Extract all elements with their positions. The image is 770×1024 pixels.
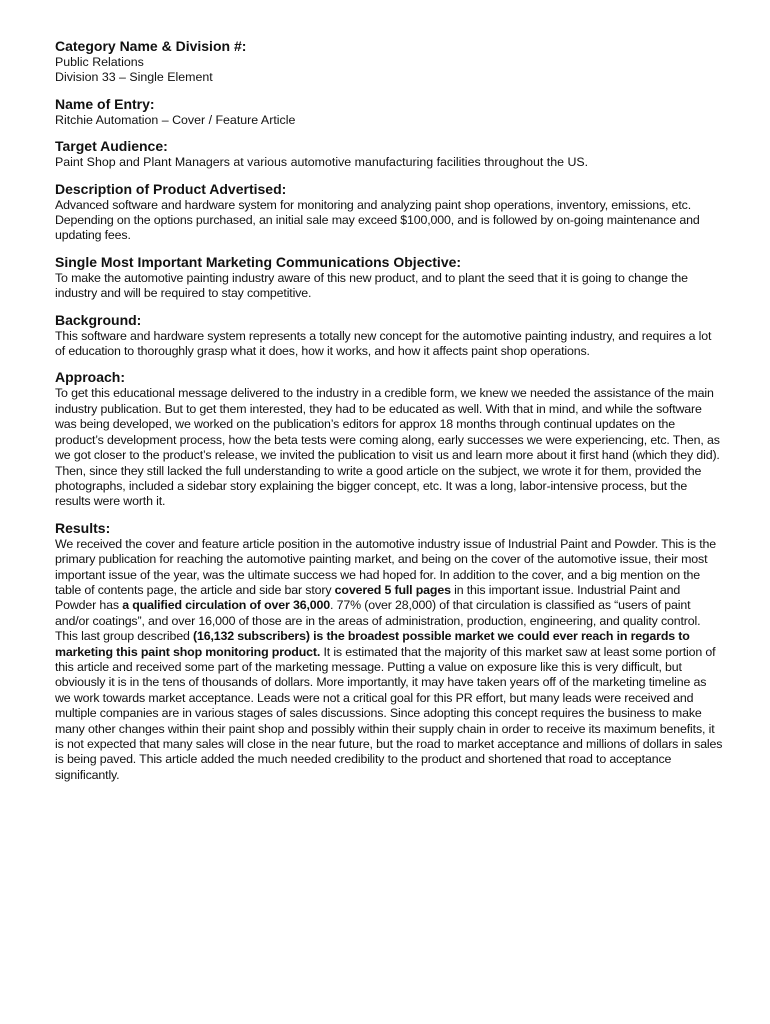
- results-bold-pages: covered 5 full pages: [334, 582, 451, 597]
- results-bold-circulation: a qualified circulation of over 36,000: [122, 598, 331, 613]
- approach-section: [55, 369, 723, 509]
- entry-text: Ritchie Automation – Cover / Feature Article: [55, 112, 296, 127]
- audience-text: Paint Shop and Plant Managers at various automotive manufacturing facilities throughout the US.: [55, 155, 589, 170]
- document-page: [55, 38, 723, 793]
- results-text-part-2: in this important issue. Industrial Paint and Powder has: [55, 582, 681, 613]
- product-section: [55, 181, 723, 244]
- entry-heading: Name of Entry:: [55, 95, 155, 112]
- entry-section: [55, 96, 723, 128]
- approach-heading: Approach:: [55, 369, 125, 386]
- results-text: [55, 537, 723, 784]
- results-text-part-1: We received the cover and feature article position in the automotive industry issue of Industrial Paint and Powder. This is the primary publication for reaching the automotive painting market, and being on the cover of the automotive issue, their most important issue of the year, was the ultimate success we had hoped for. In addition to the cover, and a big mention on the table of contents page, the article and side bar story: [55, 536, 716, 597]
- audience-heading: Target Audience:: [55, 138, 168, 155]
- objective-text: To make the automotive painting industry aware of this new product, and to plant the seed that it is going to change the industry and will be required to stay competitive.: [55, 270, 688, 301]
- category-line-1: Public Relations: [55, 55, 144, 69]
- results-bold-subscribers: (16,132 subscribers) is the broadest possible market we could ever reach in regards to marketing this paint shop monitoring product.: [55, 629, 690, 659]
- results-heading: Results:: [55, 519, 111, 536]
- category-line-2: Division 33 – Single Element: [55, 70, 213, 85]
- background-section: [55, 312, 723, 360]
- category-heading: Category Name & Division #:: [55, 38, 247, 54]
- product-text: Advanced software and hardware system for monitoring and analyzing paint shop operations, inventory, emissions, etc. Depending on the options purchased, an initial sale may exceed $100,000, and is followed by on-going maintenance and updating fees.: [55, 197, 700, 243]
- audience-section: [55, 138, 723, 170]
- objective-section: [55, 254, 723, 302]
- objective-heading: Single Most Important Marketing Communications Objective:: [55, 253, 462, 270]
- background-text: This software and hardware system represents a totally new concept for the automotive painting industry, and requires a lot of education to thoroughly grasp what it does, how it works, and how it affects paint shop operations.: [55, 328, 712, 359]
- results-text-part-4: It is estimated that the majority of this market saw at least some portion of this article and received some part of the marketing message. Putting a value on exposure like this is very difficult, but obviously it is in the tens of thousands of dollars. More importantly, it may have taken years off of the marketing timeline as we work towards market acceptance. Leads were not a critical goal for this PR effort, but many leads were received and multiple companies are in various stages of sales discussions. Since adopting this concept requires the business to make many other changes within their paint shop and possibly within their supply chain in order to receive its maximum benefits, it is not expected that many sales will close in the near future, but the road to market acceptance and millions of dollars in sales is being paved. This article added the much needed credibility to the product and shortened that road to acceptance significantly.: [55, 644, 723, 782]
- category-section: [55, 38, 723, 86]
- results-text-part-3: . 77% (over 28,000) of that circulation is classified as “users of paint and/or coatings”, and over 16,000 of those are in the areas of administration, production, engineering, and quality control. This last group described: [55, 598, 701, 644]
- results-section: [55, 520, 723, 784]
- background-heading: Background:: [55, 311, 142, 328]
- approach-text: To get this educational message delivered to the industry in a credible form, we knew we needed the assistance of the main industry publication. But to get them interested, they had to be educated as well. With that in mind, and while the software was being developed, we worked on the publication’s editors for approx 18 months through continual updates on the product’s development process, how the beta tests were coming along, early successes we were experiencing, etc. Then, as we got closer to the product’s release, we invited the publication to visit us and learn more about it first hand (which they did). Then, since they still lacked the full understanding to write a good article on the subject, we wrote it for them, provided the photographs, included a sidebar story explaining the bigger concept, etc. It was a long, labor-intensive process, but the results were worth it.: [55, 386, 720, 509]
- product-heading: Description of Product Advertised:: [55, 180, 287, 197]
